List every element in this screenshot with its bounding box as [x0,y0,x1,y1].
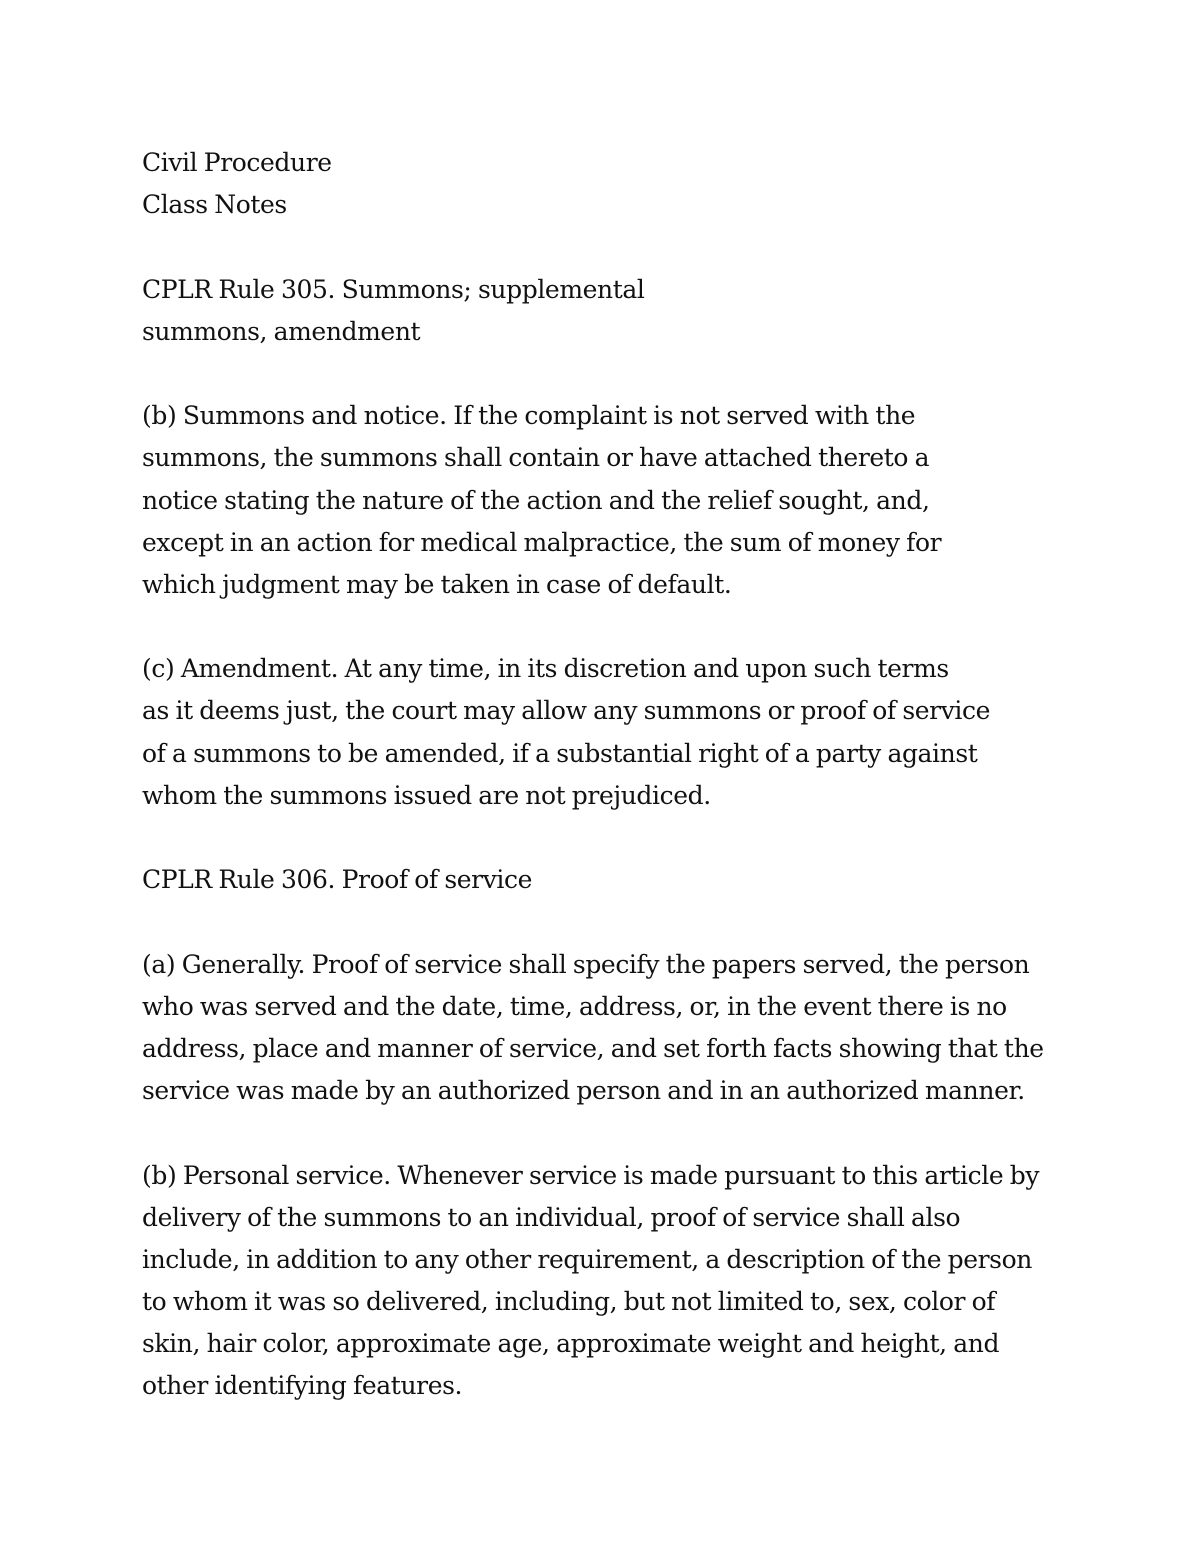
paragraph-line: of a summons to be amended, if a substantial right of a party against [142,738,978,768]
paragraph-line: who was served and the date, time, address, or, in the event there is no [142,991,1007,1021]
rule-305-heading [142,269,1062,353]
paragraph-line: (a) Generally. Proof of service shall specify the papers served, the person [142,949,1030,979]
notes-subtitle: Class Notes [142,190,287,220]
paragraph-line: (c) Amendment. At any time, in its discretion and upon such terms [142,654,949,684]
paragraph-line: delivery of the summons to an individual, proof of service shall also [142,1202,961,1232]
paragraph-line: address, place and manner of service, and set forth facts showing that the [142,1033,1044,1063]
rule-306-heading [142,859,1062,901]
paragraph-line: as it deems just, the court may allow any summons or proof of service [142,696,991,726]
paragraph-line: whom the summons issued are not prejudiced. [142,780,711,810]
paragraph-line: skin, hair color, approximate age, approximate weight and height, and [142,1329,1000,1359]
paragraph-line: notice stating the nature of the action and the relief sought, and, [142,485,930,515]
paragraph-line: except in an action for medical malpractice, the sum of money for [142,527,942,557]
spacer [142,353,1062,395]
spacer [142,817,1062,859]
heading-line: summons, amendment [142,316,421,346]
spacer [142,226,1062,268]
course-title: Civil Procedure [142,148,332,177]
heading-line: CPLR Rule 305. Summons; supplemental [142,274,645,304]
spacer [142,1112,1062,1154]
document-body [142,142,1062,1408]
paragraph-line: which judgment may be taken in case of default. [142,569,732,599]
rule-306-paragraph-b [142,1155,1062,1408]
paragraph-line: include, in addition to any other requirement, a description of the person [142,1244,1032,1274]
paragraph-line: other identifying features. [142,1371,463,1401]
paragraph-line: (b) Personal service. Whenever service is made pursuant to this article by [142,1160,1040,1190]
paragraph-line: service was made by an authorized person and in an authorized manner. [142,1076,1025,1106]
paragraph-line: to whom it was so delivered, including, but not limited to, sex, color of [142,1287,996,1317]
spacer [142,606,1062,648]
rule-306-paragraph-a [142,944,1062,1113]
paragraph-line: summons, the summons shall contain or have attached thereto a [142,443,930,473]
document-header [142,142,1062,226]
paragraph-line: (b) Summons and notice. If the complaint is not served with the [142,401,916,431]
rule-305-paragraph-c [142,648,1062,817]
rule-305-paragraph-b [142,395,1062,606]
heading-line: CPLR Rule 306. Proof of service [142,865,533,895]
spacer [142,901,1062,943]
